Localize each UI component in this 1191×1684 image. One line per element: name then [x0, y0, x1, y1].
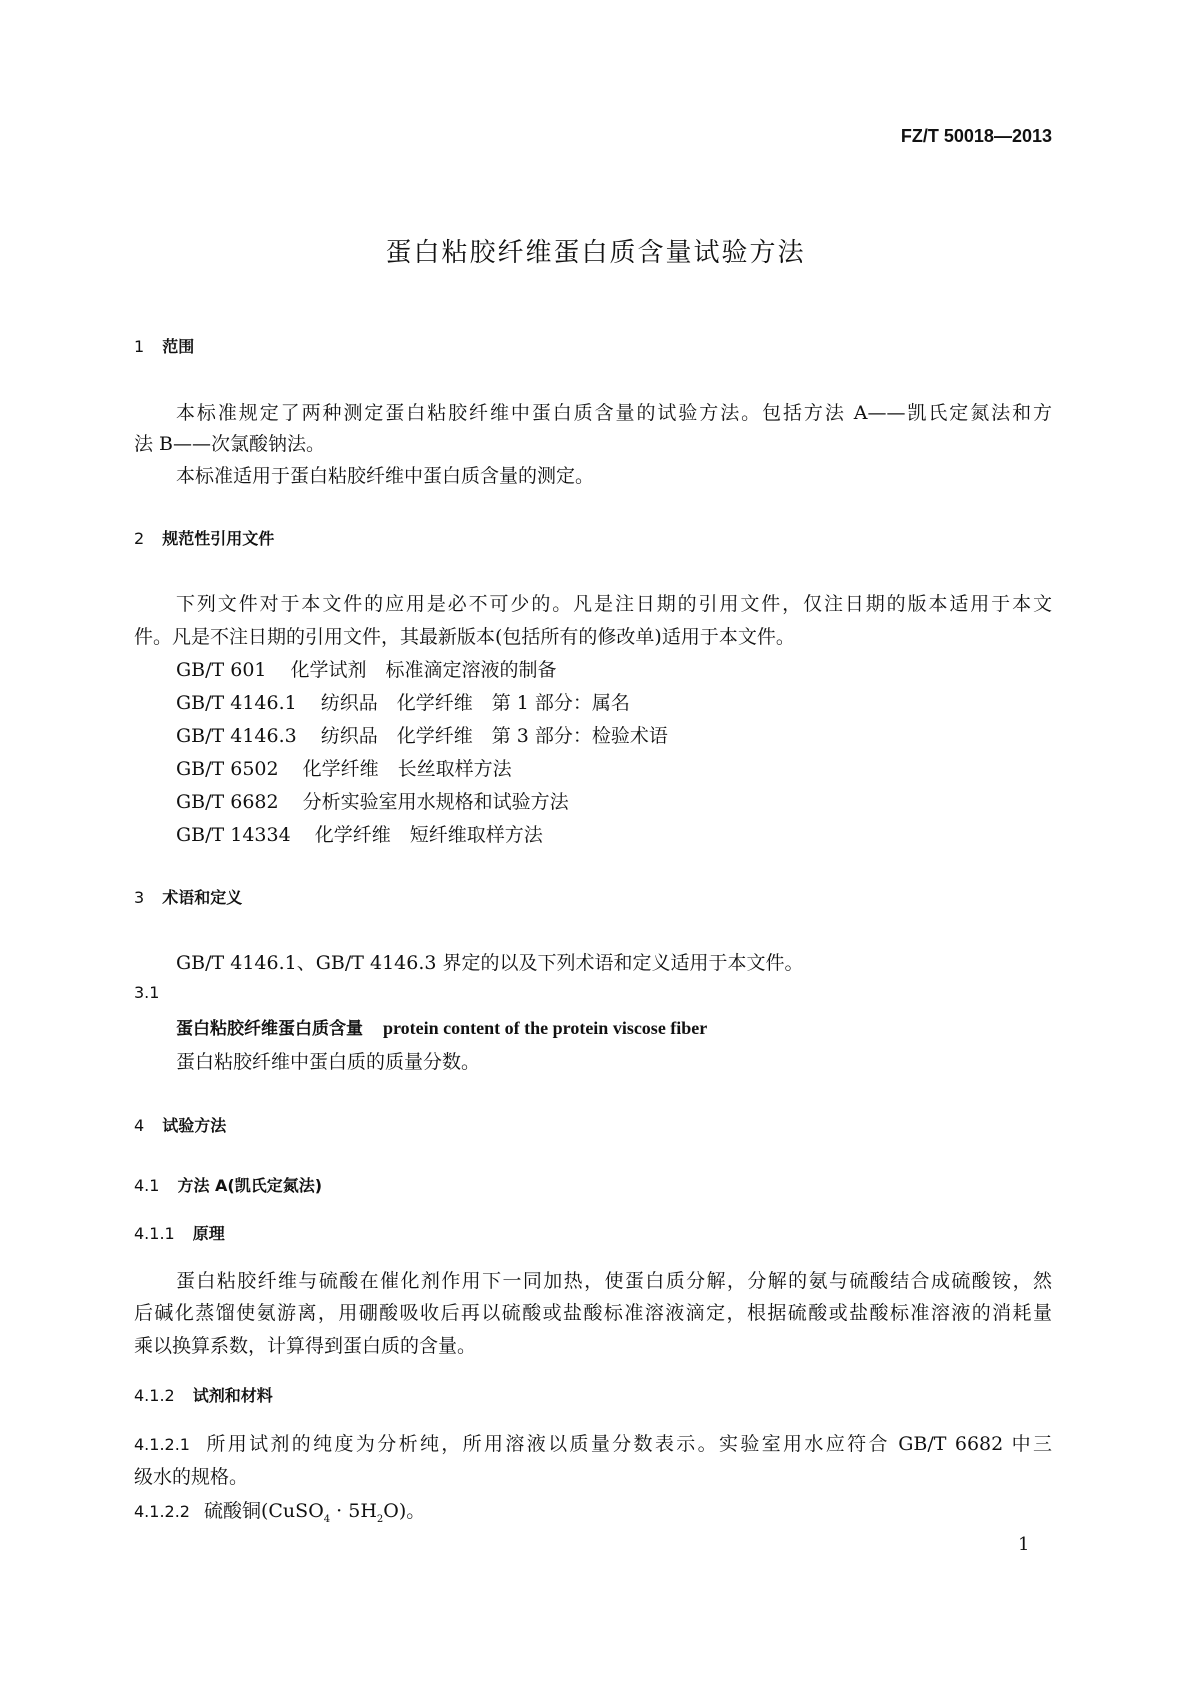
- section-1-heading: 1 范围: [134, 337, 195, 356]
- reference-item: GB/T 4146.3 纺织品 化学纤维 第 3 部分：检验术语: [176, 725, 668, 747]
- paragraph: 本标准适用于蛋白粘胶纤维中蛋白质含量的测定。: [176, 465, 595, 487]
- standard-code: FZ/T 50018—2013: [900, 126, 1052, 146]
- paragraph-line: 件。凡是不注日期的引用文件，其最新版本(包括所有的修改单)适用于本文件。: [134, 626, 795, 648]
- section-2-heading: 2 规范性引用文件: [134, 529, 275, 548]
- term-number: 3.1: [134, 983, 160, 1002]
- term-definition: 蛋白粘胶纤维中蛋白质的质量分数。: [176, 1051, 481, 1073]
- section-4-1-1-heading: 4.1.1 原理: [134, 1224, 225, 1243]
- paragraph-line: 乘以换算系数，计算得到蛋白质的含量。: [134, 1335, 477, 1357]
- page-number: 1: [1018, 1534, 1030, 1555]
- reference-item: GB/T 6682 分析实验室用水规格和试验方法: [176, 791, 569, 813]
- reference-item: GB/T 6502 化学纤维 长丝取样方法: [176, 758, 512, 780]
- page-title: 蛋白粘胶纤维蛋白质含量试验方法: [385, 238, 806, 268]
- paragraph-line: 后碱化蒸馏使氨游离，用硼酸吸收后再以硫酸或盐酸标准溶液滴定，根据硫酸或盐酸标准溶液的消耗量: [134, 1302, 1052, 1324]
- section-4-1-heading: 4.1 方法 A(凯氏定氮法): [134, 1176, 323, 1195]
- paragraph: GB/T 4146.1、GB/T 4146.3 界定的以及下列术语和定义适用于本文件。: [176, 952, 804, 974]
- section-4-heading: 4 试验方法: [134, 1116, 227, 1135]
- paragraph-line: 级水的规格。: [134, 1466, 249, 1488]
- clause-4-1-2-1: 4.1.2.1 所用试剂的纯度为分析纯，所用溶液以质量分数表示。实验室用水应符合 GB/T 6682 中三: [134, 1433, 1052, 1455]
- reference-item: GB/T 14334 化学纤维 短纤维取样方法: [176, 824, 543, 846]
- reference-item: GB/T 601 化学试剂 标准滴定溶液的制备: [176, 659, 557, 681]
- paragraph-line: 蛋白粘胶纤维与硫酸在催化剂作用下一同加热，使蛋白质分解，分解的氨与硫酸结合成硫酸铵，然: [176, 1270, 1052, 1292]
- clause-4-1-2-2: 4.1.2.2 硫酸铜(CuSO$_4$ · $5H_2O$)。: [134, 1500, 426, 1525]
- paragraph-line: 下列文件对于本文件的应用是必不可少的。凡是注日期的引用文件，仅注日期的版本适用于本文: [176, 593, 1052, 615]
- section-4-1-2-heading: 4.1.2 试剂和材料: [134, 1386, 273, 1405]
- paragraph-line: 法 B——次氯酸钠法。: [134, 433, 326, 455]
- section-3-heading: 3 术语和定义: [134, 888, 243, 907]
- reference-item: GB/T 4146.1 纺织品 化学纤维 第 1 部分：属名: [176, 692, 630, 714]
- term-title: 蛋白粘胶纤维蛋白质含量 protein content of the protein viscose fiber: [176, 1018, 708, 1039]
- paragraph-line: 本标准规定了两种测定蛋白粘胶纤维中蛋白质含量的试验方法。包括方法 A——凯氏定氮法和方: [176, 402, 1052, 424]
